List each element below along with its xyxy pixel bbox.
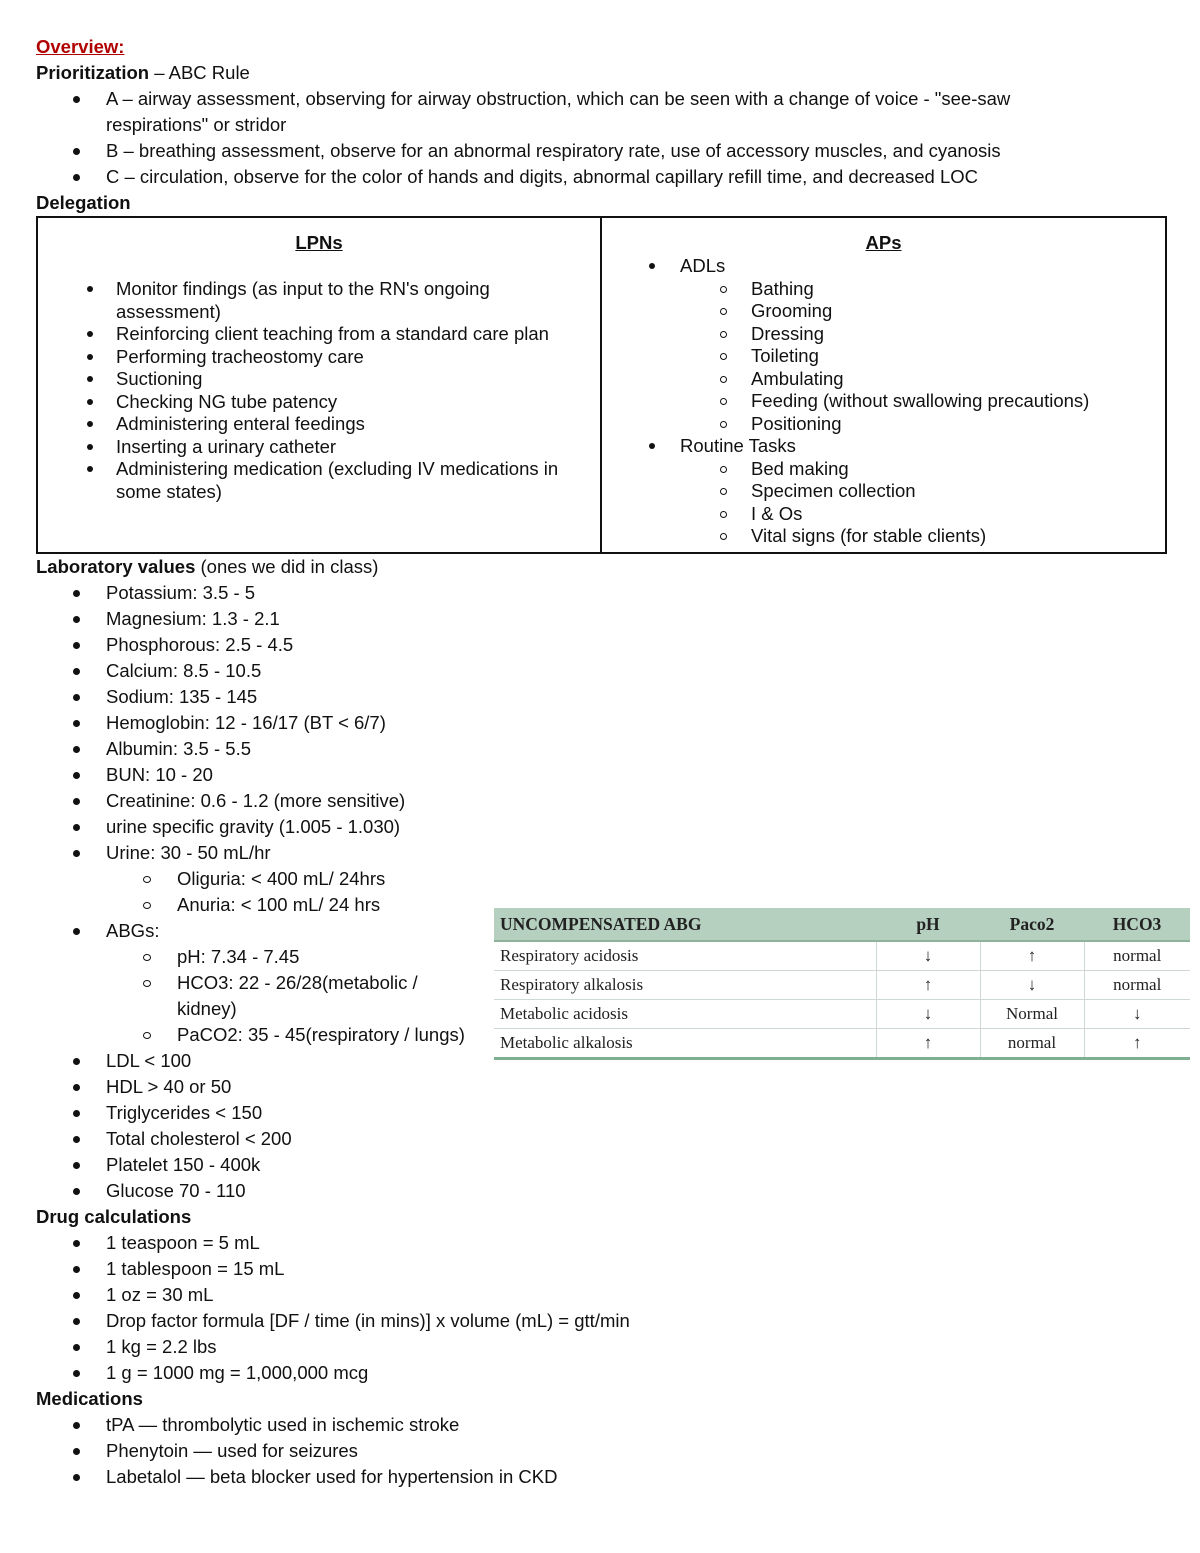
list-item: 1 tablespoon = 15 mL — [36, 1256, 1176, 1282]
table-cell: Metabolic acidosis — [494, 1000, 876, 1029]
list-item: Routine Tasks Bed making Specimen collection I & Os Vital signs (for stable clients) — [602, 435, 1165, 548]
table-cell: Respiratory alkalosis — [494, 971, 876, 1000]
table-header-row — [494, 908, 1190, 941]
list-item: Calcium: 8.5 - 10.5 — [36, 658, 466, 684]
list-item: Vital signs (for stable clients) — [680, 525, 1165, 548]
table-cell: normal — [1084, 941, 1190, 971]
table-cell: normal — [980, 1029, 1084, 1059]
list-item: PaCO2: 35 - 45(respiratory / lungs) — [36, 1022, 466, 1048]
list-item: Grooming — [680, 300, 1165, 323]
list-item: ADLs Bathing Grooming Dressing Toileting Ambulating Feeding (without swallowing precautions) Positioning — [602, 255, 1165, 435]
medications-heading: Medications — [36, 1388, 143, 1409]
prioritization-line: Prioritization – ABC Rule — [36, 62, 250, 83]
list-item: Albumin: 3.5 - 5.5 — [36, 736, 466, 762]
list-item: ABGs: pH: 7.34 - 7.45 HCO3: 22 - 26/28(metabolic / kidney) PaCO2: 35 - 45(respiratory / lungs) — [36, 918, 466, 1048]
table-header: HCO3 — [1084, 908, 1190, 941]
list-item: Inserting a urinary catheter — [38, 436, 600, 459]
list-item: 1 oz = 30 mL — [36, 1282, 1176, 1308]
list-item: Administering enteral feedings — [38, 413, 600, 436]
table-header: UNCOMPENSATED ABG — [494, 908, 876, 941]
lpn-list — [38, 255, 600, 503]
list-item: Ambulating — [680, 368, 1165, 391]
list-item: Bathing — [680, 278, 1165, 301]
list-item: tPA — thrombolytic used in ischemic stroke — [36, 1412, 1176, 1438]
list-item: pH: 7.34 - 7.45 — [36, 944, 466, 970]
list-item: Suctioning — [38, 368, 600, 391]
list-item: Performing tracheostomy care — [38, 346, 600, 369]
table-cell: ↑ — [980, 941, 1084, 971]
table-cell: normal — [1084, 971, 1190, 1000]
table-cell: ↓ — [980, 971, 1084, 1000]
adl-sublist — [602, 278, 1165, 436]
medications-list — [36, 1412, 1176, 1490]
urine-sublist — [36, 866, 466, 918]
list-item: Toileting — [680, 345, 1165, 368]
list-item: Administering medication (excluding IV medications in some states) — [38, 458, 600, 503]
lpn-column — [38, 218, 602, 552]
list-item: 1 kg = 2.2 lbs — [36, 1334, 1176, 1360]
list-item: Phosphorous: 2.5 - 4.5 — [36, 632, 466, 658]
drug-calc-heading: Drug calculations — [36, 1206, 192, 1227]
list-item: Sodium: 135 - 145 — [36, 684, 466, 710]
table-cell: ↓ — [1084, 1000, 1190, 1029]
table-cell: ↑ — [1084, 1029, 1190, 1059]
table-row — [494, 1029, 1190, 1059]
table-cell: ↑ — [876, 971, 980, 1000]
document-page — [36, 34, 1176, 1490]
list-item: Platelet 150 - 400k — [36, 1152, 466, 1178]
table-row — [494, 941, 1190, 971]
labs-heading: Laboratory values (ones we did in class) — [36, 556, 379, 577]
list-item: C – circulation, observe for the color of hands and digits, abnormal capillary refill time, and decreased LOC — [36, 164, 1096, 190]
abc-list — [36, 86, 1096, 190]
table-cell: ↓ — [876, 1000, 980, 1029]
list-item: Drop factor formula [DF / time (in mins)] x volume (mL) = gtt/min — [36, 1308, 1176, 1334]
list-item: Dressing — [680, 323, 1165, 346]
uncompensated-abg-table — [494, 908, 1190, 1060]
lpn-title: LPNs — [295, 232, 343, 253]
list-item: Hemoglobin: 12 - 16/17 (BT < 6/7) — [36, 710, 466, 736]
list-item: Oliguria: < 400 mL/ 24hrs — [36, 866, 466, 892]
labs-list — [36, 580, 466, 1204]
list-item: Urine: 30 - 50 mL/hr Oliguria: < 400 mL/ 24hrs Anuria: < 100 mL/ 24 hrs — [36, 840, 466, 918]
list-item: Potassium: 3.5 - 5 — [36, 580, 466, 606]
ap-list — [602, 255, 1165, 548]
table-cell: ↑ — [876, 1029, 980, 1059]
drug-calc-list — [36, 1230, 1176, 1386]
list-item: Labetalol — beta blocker used for hypertension in CKD — [36, 1464, 1176, 1490]
list-item: urine specific gravity (1.005 - 1.030) — [36, 814, 466, 840]
list-item: Positioning — [680, 413, 1165, 436]
abg-sublist — [36, 944, 466, 1048]
list-item: HCO3: 22 - 26/28(metabolic / kidney) — [36, 970, 466, 1022]
table-cell: Metabolic alkalosis — [494, 1029, 876, 1059]
list-item: Phenytoin — used for seizures — [36, 1438, 1176, 1464]
list-item: Magnesium: 1.3 - 2.1 — [36, 606, 466, 632]
list-item: 1 teaspoon = 5 mL — [36, 1230, 1176, 1256]
list-item: Reinforcing client teaching from a standard care plan — [38, 323, 600, 346]
table-cell: Normal — [980, 1000, 1084, 1029]
list-item: Feeding (without swallowing precautions) — [680, 390, 1165, 413]
routine-sublist — [602, 458, 1165, 548]
list-item: B – breathing assessment, observe for an abnormal respiratory rate, use of accessory muscles, and cyanosis — [36, 138, 1096, 164]
list-item: Triglycerides < 150 — [36, 1100, 466, 1126]
table-header: Paco2 — [980, 908, 1084, 941]
list-item: BUN: 10 - 20 — [36, 762, 466, 788]
list-item: Creatinine: 0.6 - 1.2 (more sensitive) — [36, 788, 466, 814]
ap-title: APs — [865, 232, 902, 253]
overview-heading: Overview: — [36, 36, 125, 57]
list-item: Checking NG tube patency — [38, 391, 600, 414]
table-row — [494, 1000, 1190, 1029]
list-item: Monitor findings (as input to the RN's ongoing assessment) — [38, 278, 600, 323]
table-cell: ↓ — [876, 941, 980, 971]
list-item: LDL < 100 — [36, 1048, 466, 1074]
delegation-table — [36, 216, 1167, 554]
list-item: 1 g = 1000 mg = 1,000,000 mcg — [36, 1360, 1176, 1386]
list-item: Specimen collection — [680, 480, 1165, 503]
list-item: I & Os — [680, 503, 1165, 526]
list-item: Total cholesterol < 200 — [36, 1126, 466, 1152]
table-header: pH — [876, 908, 980, 941]
list-item: Anuria: < 100 mL/ 24 hrs — [36, 892, 466, 918]
delegation-heading: Delegation — [36, 192, 131, 213]
table-row — [494, 971, 1190, 1000]
list-item: HDL > 40 or 50 — [36, 1074, 466, 1100]
list-item: Glucose 70 - 110 — [36, 1178, 466, 1204]
ap-column — [602, 218, 1165, 552]
table-cell: Respiratory acidosis — [494, 941, 876, 971]
list-item: A – airway assessment, observing for airway obstruction, which can be seen with a change of voice - "see-saw respirations" or stridor — [36, 86, 1096, 138]
list-item: Bed making — [680, 458, 1165, 481]
